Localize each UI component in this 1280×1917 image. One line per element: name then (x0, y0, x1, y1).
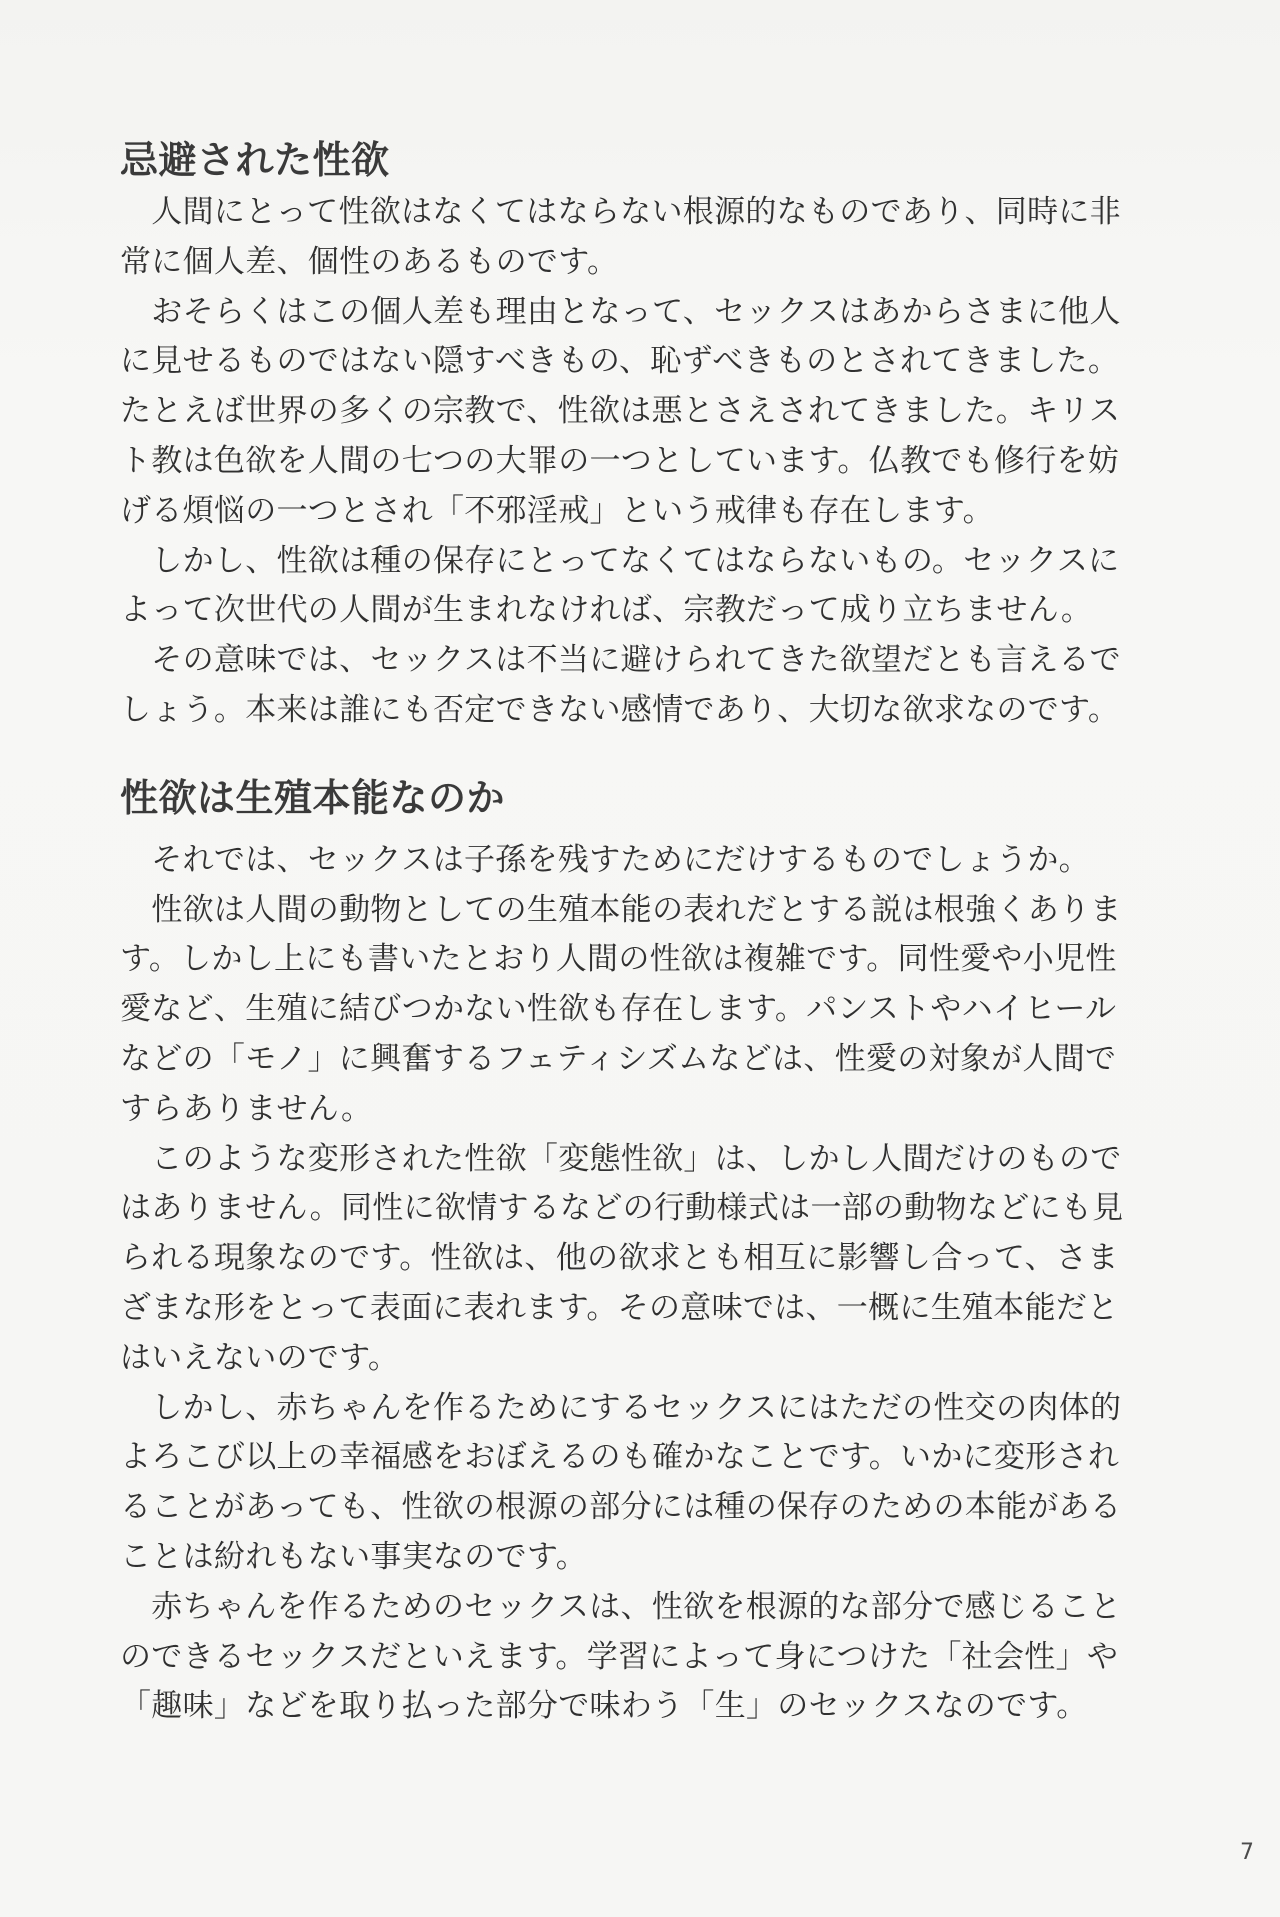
text-line: たとえば世界の多くの宗教で、性欲は悪とさえされてきました。キリス (120, 393, 1121, 430)
text-line: のできるセックスだといえます。学習によって身につけた「社会性」や (120, 1638, 1119, 1675)
text-line: このような変形された性欲「変態性欲」は、しかし人間だけのもので (120, 1140, 1122, 1177)
text-line: しかし、性欲は種の保存にとってなくてはならないもの。セックスに (120, 542, 1120, 579)
text-line: ことは紛れもない事実なのです。 (120, 1538, 588, 1575)
text-line: られる現象なのです。性欲は、他の欲求とも相互に影響し合って、さま (120, 1240, 1119, 1277)
text-line: 性欲は人間の動物としての生殖本能の表れだとする説は根強くありま (120, 891, 1122, 928)
text-line: 愛など、生殖に結びつかない性欲も存在します。パンストやハイヒール (120, 991, 1117, 1028)
paragraph (120, 1135, 1170, 1384)
page-number: 7 (1240, 1840, 1254, 1865)
text-line: よろこび以上の幸福感をおぼえるのも確かなことです。いかに変形され (120, 1439, 1120, 1476)
paragraph (120, 1583, 1170, 1732)
text-line: はありません。同性に欲情するなどの行動様式は一部の動物などにも見 (120, 1190, 1124, 1227)
text-line: 人間にとって性欲はなくてはならない根源的なものであり、同時に非 (120, 194, 1121, 230)
paragraph (120, 886, 1170, 1135)
paragraph (120, 836, 1170, 886)
text-line: ることがあっても、性欲の根源の部分には種の保存のための本能がある (120, 1489, 1122, 1526)
text-line: す。しかし上にも書いたとおり人間の性欲は複雑です。同性愛や小児性 (120, 941, 1117, 978)
text-line: よって次世代の人間が生まれなければ、宗教だって成り立ちません。 (120, 592, 1093, 629)
text-line: 赤ちゃんを作るためのセックスは、性欲を根源的な部分で感じること (120, 1588, 1122, 1625)
paragraph (120, 1384, 1170, 1583)
paragraph (120, 188, 1170, 288)
text-line: その意味では、セックスは不当に避けられてきた欲望だとも言えるで (120, 642, 1121, 679)
text-line: 「趣味」などを取り払った部分で味わう「生」のセックスなのです。 (120, 1688, 1088, 1725)
text-line: などの「モノ」に興奮するフェティシズムなどは、性愛の対象が人間で (120, 1040, 1117, 1077)
paragraph (120, 537, 1170, 637)
section-title-avoided-sexual-desire: 忌避された性欲 (120, 138, 390, 182)
text-line: おそらくはこの個人差も理由となって、セックスはあからさまに他人 (120, 293, 1121, 330)
text-line: しかし、赤ちゃんを作るためにするセックスにはただの性交の肉体的 (120, 1389, 1122, 1426)
section-title-reproductive-instinct: 性欲は生殖本能なのか (120, 775, 506, 820)
text-line: に見せるものではない隠すべきもの、恥ずべきものとされてきました。 (120, 343, 1120, 380)
text-line: すらありません。 (120, 1090, 373, 1127)
text-line: それでは、セックスは子孫を残すためにだけするものでしょうか。 (120, 841, 1090, 878)
page-content (120, 132, 1170, 1732)
text-line: はいえないのです。 (120, 1339, 400, 1376)
text-line: 常に個人差、個性のあるものです。 (120, 243, 619, 280)
text-line: げる煩悩の一つとされ「不邪淫戒」という戒律も存在します。 (120, 492, 994, 529)
paragraph (120, 288, 1170, 537)
text-line: ト教は色欲を人間の七つの大罪の一つとしています。仏教でも修行を妨 (120, 442, 1120, 479)
text-line: ざまな形をとって表面に表れます。その意味では、一概に生殖本能だと (120, 1289, 1119, 1326)
text-line: しょう。本来は誰にも否定できない感情であり、大切な欲求なのです。 (120, 691, 1120, 728)
paragraph (120, 636, 1170, 736)
